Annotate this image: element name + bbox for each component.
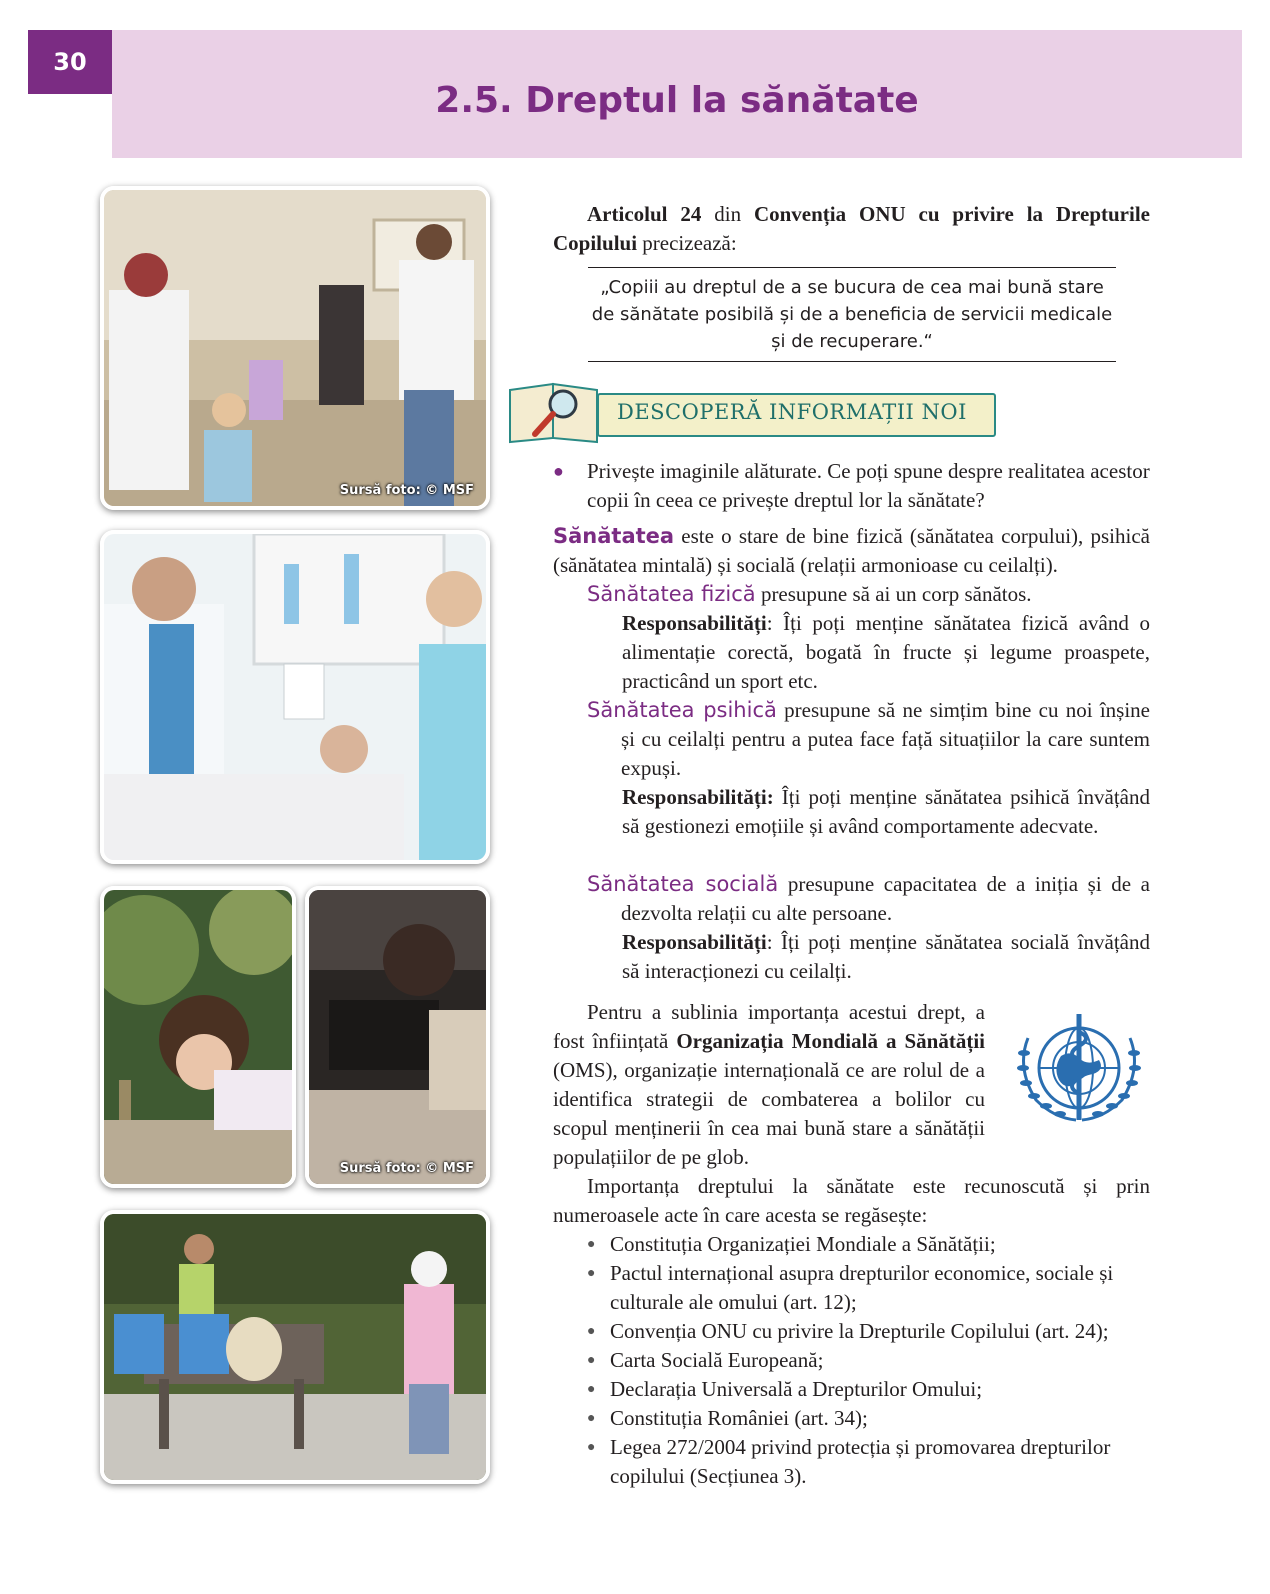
oms-paragraph xyxy=(553,998,985,1172)
list-item: ● Pactul internațional asupra drepturilor economice, sociale și culturale ale omului (art. 12); xyxy=(587,1259,1150,1317)
article-ref: Articolul 24 xyxy=(587,202,702,226)
social-text: presupune capacitatea de a iniția și de a dezvolta relații cu alte persoane. xyxy=(621,872,1150,925)
chapter-title: 2.5. Dreptul la sănătate xyxy=(435,80,919,121)
resp-text: : Îți poți menține sănătatea socială învățând să interacționezi cu ceilalți. xyxy=(622,930,1150,983)
list-item: ● Constituția Organizației Mondiale a Sănătății; xyxy=(587,1230,1150,1259)
social-health xyxy=(587,870,1150,928)
resp-text: : Îți poți menține sănătatea fizică având o alimentație corectă, bogată în fructe și legume proaspete, practicând un sport etc. xyxy=(622,611,1150,693)
photo-doctor xyxy=(100,530,490,864)
photo-tent-clinic xyxy=(100,186,490,510)
resp-label: Responsabilități: xyxy=(622,785,774,809)
oms-name: Organizația Mondială a Sănătății xyxy=(676,1029,985,1053)
mental-health xyxy=(587,696,1150,783)
list-item: ● Constituția României (art. 34); xyxy=(587,1404,1150,1433)
bullet-dot-icon: ● xyxy=(553,461,564,481)
oms-text-1: Pentru a sublinia importanța acestui drept, a fost înființată xyxy=(553,1000,985,1053)
convention-name: Convenția ONU cu privire la Drepturile Copilului xyxy=(553,202,1150,255)
book-magnifier-icon xyxy=(505,376,605,446)
discover-banner xyxy=(505,376,995,446)
quote-text: „Copiii au dreptul de a se bucura de cea mai bună stare de sănătate posibilă și de a beneficia de servicii medicale și de recuperare.“ xyxy=(591,277,1113,352)
photo-girl-drinking xyxy=(100,886,296,1188)
question-bullet xyxy=(553,457,1150,515)
page-number: 30 xyxy=(28,30,112,94)
physical-text: presupune să ai un corp sănătos. xyxy=(755,582,1032,606)
importance-paragraph: Importanța dreptului la sănătate este recunoscută și prin numeroasele acte în care acesta se regăsește: xyxy=(553,1174,1150,1227)
question-text: Privește imaginile alăturate. Ce poți spune despre realitatea acestor copii în ceea ce privește dreptul lor la sănătate? xyxy=(587,459,1150,512)
social-term: Sănătatea socială xyxy=(587,872,779,896)
mental-text: presupune să ne simțim bine cu noi înșine și cu ceilalți pentru a putea face față situațiilor la care suntem expuși. xyxy=(621,698,1150,780)
physical-term: Sănătatea fizică xyxy=(587,582,756,606)
resp-text: Îți poți menține sănătatea psihică învățând să gestionezi emoțiile și având comportamente adecvate. xyxy=(622,785,1150,838)
intro-end: precizează: xyxy=(637,231,737,255)
health-term: Sănătatea xyxy=(553,524,675,548)
intro-connector: din xyxy=(701,202,754,226)
list-item: ● Declarația Universală a Drepturilor Omului; xyxy=(587,1375,1150,1404)
resp-label: Responsabilități xyxy=(622,930,767,954)
photo-credit: Sursă foto: © MSF xyxy=(339,1161,474,1176)
quote-box xyxy=(588,267,1116,362)
photo-donkey xyxy=(100,1210,490,1484)
physical-health xyxy=(587,580,1150,609)
who-logo-icon xyxy=(1006,1008,1152,1128)
list-item: ● Carta Socială Europeană; xyxy=(587,1346,1150,1375)
list-item: ● Legea 272/2004 privind protecția și promovarea drepturilor copilului (Secțiunea 3). xyxy=(587,1433,1150,1491)
photo-credit: Sursă foto: © MSF xyxy=(339,483,474,498)
health-definition-text: este o stare de bine fizică (sănătatea corpului), psihică (sănătatea mintală) și socială (relații armonioase cu ceilalți). xyxy=(553,524,1150,577)
health-definition xyxy=(553,522,1150,580)
resp-label: Responsabilități xyxy=(622,611,767,635)
oms-text-2: (OMS), organizație internațională ce are rolul de a identifica strategii de combaterea a bolilor cu scopul menținerii în cea mai bună stare a sănătății populațiilor de pe glob. xyxy=(553,1058,985,1169)
list-item: ● Convenția ONU cu privire la Drepturile Copilului (art. 24); xyxy=(587,1317,1150,1346)
mental-responsibilities xyxy=(622,783,1150,841)
social-responsibilities xyxy=(622,928,1150,986)
photo-child xyxy=(305,886,490,1188)
article-intro xyxy=(553,200,1150,258)
physical-responsibilities xyxy=(622,609,1150,696)
discover-label: DESCOPERĂ INFORMAȚII NOI xyxy=(617,400,967,424)
documents-list xyxy=(587,1230,1150,1491)
mental-term: Sănătatea psihică xyxy=(587,698,777,722)
